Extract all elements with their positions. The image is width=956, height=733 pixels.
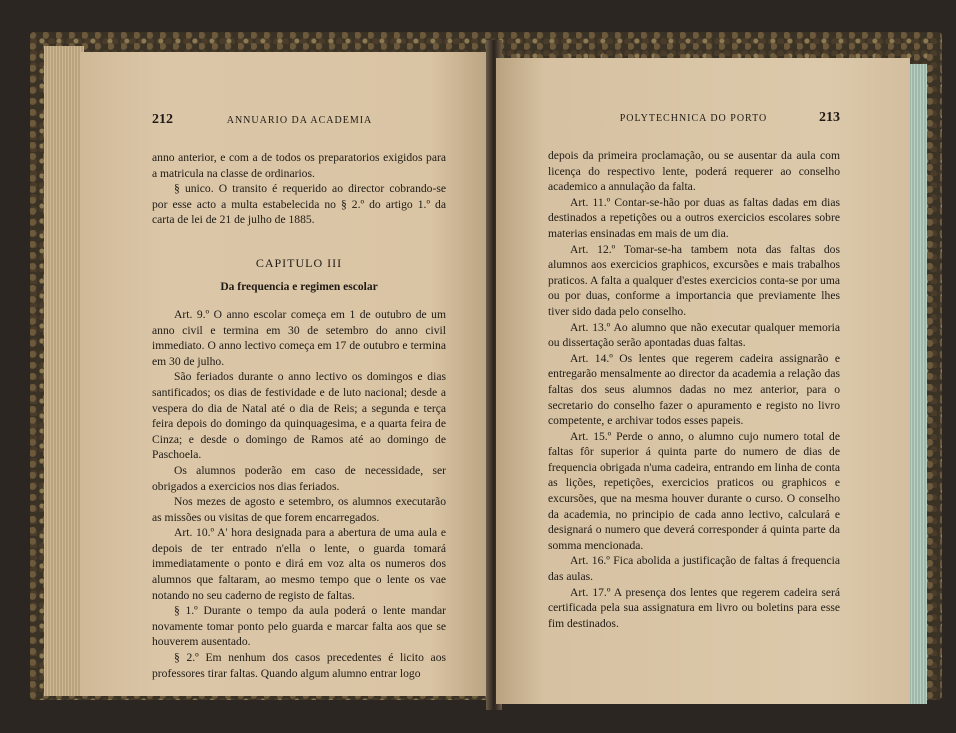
paragraph: § 2.º Em nenhum dos casos precedentes é licito aos professores tirar faltas. Quando algum alumno entrar logo (152, 651, 446, 680)
paragraph: Nos mezes de agosto e setembro, os alumnos executarão as missões ou visitas de que forem encarregados. (152, 495, 446, 524)
right-page-number: 213 (819, 110, 840, 125)
paragraph: Art. 15.º Perde o anno, o alumno cujo numero total de faltas fôr superior á quinta parte do numero de dias de frequencia obrigada n'uma cadeira, entrando em linha de conta as lições, repetições, exercicios praticos ou graphicos e excursões, que na mesma houver durante o curso. O conselho da academia, no principio de cada anno lectivo, calculará e designará o numero que deverá corresponder á quinta parte da somma mencionada. (548, 429, 840, 552)
paragraph: anno anterior, e com a de todos os preparatorios exigidos para a matricula na classe de ordinarios. (152, 151, 446, 180)
right-running-head (548, 110, 840, 126)
left-page-text (152, 150, 446, 681)
chapter-subtitle: Da frequencia e regimen escolar (220, 280, 378, 293)
paragraph: Art. 17.º A presença dos lentes que regerem cadeira será certificada pela sua assignatura em livro ou boletins para esse fim destinados. (548, 585, 840, 630)
left-page (80, 52, 492, 696)
paragraph: depois da primeira proclamação, ou se ausentar da aula com licença do respectivo lente, poderá requerer ao conselho academico a annulação da falta. (548, 149, 840, 194)
paragraph: Art. 12.º Tomar-se-ha tambem nota das faltas dos alumnos aos exercicios graphicos, excursões e mais trabalhos praticos. A falta a qualquer d'estes exercicios conta-se por uma ou por duas, conforme a importancia que previamente lhes tiver sido dada pelo conselho. (548, 242, 840, 318)
right-page-text (548, 148, 840, 631)
chapter-heading: CAPITULO III (255, 255, 343, 270)
left-running-head (152, 112, 446, 128)
paragraph: Art. 13.º Ao alumno que não executar qualquer memoria ou dissertação serão apontadas duas faltas. (548, 320, 840, 350)
paragraph: Art. 9.º O anno escolar começa em 1 de outubro de um anno civil e termina em 30 de setembro do anno civil immediato. O anno lectivo começa em 17 de outubro e termina em 30 de julho. (152, 307, 446, 368)
paragraph: São feriados durante o anno lectivo os domingos e dias santificados; os dias de festividade e de luto nacional; desde a vespera do dia de Natal até o dia de Reis; a segunda e terça feira depois do domingo da quinquagesima, e a quarta feira de Cinza; e desde o domingo de Ramos até ao domingo de Paschoela. (152, 370, 446, 462)
paragraph: § 1.º Durante o tempo da aula poderá o lente mandar novamente tomar ponto pelo guarda e marcar falta aos que se houverem ausentado. (152, 604, 446, 649)
paragraph: Art. 11.º Contar-se-hão por duas as faltas dadas em dias destinados a repetições ou a outros exercicios escolares sobre materias ensinadas em mais de um dia. (548, 195, 840, 240)
paragraph: Os alumnos poderão em caso de necessidade, ser obrigados a exercicios nos dias feriados. (152, 463, 446, 493)
left-page-number: 212 (152, 112, 173, 127)
right-header-title: POLYTECHNICA DO PORTO (619, 113, 768, 124)
paragraph: Art. 14.º Os lentes que regerem cadeira assignarão e entregarão mensalmente ao director da academia a relação das faltas dos seus alumnos dadas no mez anterior, para o secretario do conselho fazer o apuramento e registo no livro competente, e archivar todos esses papeis. (548, 351, 840, 428)
left-header-title: ANNUARIO DA ACADEMIA (226, 115, 373, 126)
paragraph: Art. 10.º A' hora designada para a abertura de uma aula e depois de ter entrado n'ella o lente, o guarda tomará immediatamente o ponto e dirá em voz alta os numeros dos alumnos que faltaram, ao mesmo tempo que o lente os vae notando no seu caderno de registo de faltas. (152, 526, 446, 602)
paragraph: § unico. O transito é requerido ao director cobrando-se por esse acto a multa estabelecida no § 2.º do artigo 1.º da carta de lei de 21 de julho de 1885. (152, 182, 446, 227)
page-edges-left (44, 46, 84, 696)
right-page (496, 58, 910, 704)
paragraph: Art. 16.º Fica abolida a justificação de faltas á frequencia das aulas. (548, 554, 840, 584)
